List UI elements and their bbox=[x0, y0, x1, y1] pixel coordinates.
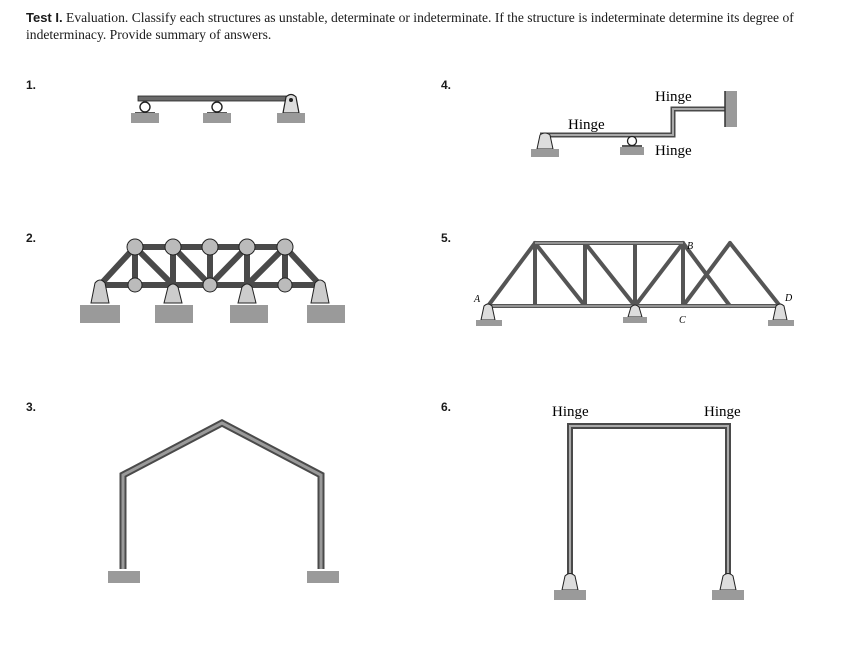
problem-number-1: 1. bbox=[26, 78, 37, 92]
frame-members bbox=[570, 426, 728, 578]
hinge-label: Hinge bbox=[568, 117, 605, 133]
fixed-base bbox=[307, 571, 339, 583]
truss-ground bbox=[80, 305, 345, 323]
point-label-d: D bbox=[785, 293, 793, 304]
figure-4-hinged-beam bbox=[525, 83, 755, 168]
figure-3-gable-frame bbox=[100, 415, 350, 590]
hinge-label: Hinge bbox=[655, 143, 692, 159]
problem-number-6: 6. bbox=[441, 400, 452, 414]
figure-6-portal-frame bbox=[540, 398, 770, 608]
point-label-a: A bbox=[474, 294, 481, 305]
point-label-c: C bbox=[679, 315, 686, 326]
roller-support bbox=[620, 137, 644, 156]
point-label-b: B bbox=[687, 241, 694, 252]
truss-members bbox=[488, 243, 780, 306]
figure-1-beam bbox=[120, 85, 320, 130]
roller-support bbox=[131, 102, 159, 123]
instructions-text: Evaluation. Classify each structures as unstable, determinate or indeterminate. If the structure is indeterminate determine its degree of indeterminacy. Provide summary of answers. bbox=[26, 10, 794, 42]
hinge-label: Hinge bbox=[552, 404, 589, 420]
figure-5-truss bbox=[470, 233, 800, 333]
problem-number-5: 5. bbox=[441, 231, 452, 245]
test-label: Test I. bbox=[26, 10, 63, 25]
problem-number-4: 4. bbox=[441, 78, 452, 92]
fixed-wall bbox=[725, 91, 737, 127]
frame-members bbox=[123, 423, 321, 569]
instructions bbox=[26, 9, 826, 43]
figure-2-truss bbox=[75, 235, 355, 330]
hinge-label: Hinge bbox=[655, 89, 692, 105]
problem-number-2: 2. bbox=[26, 231, 37, 245]
roller-support bbox=[203, 102, 231, 123]
hinge-label: Hinge bbox=[704, 404, 741, 420]
pin-support bbox=[554, 574, 586, 601]
fixed-base bbox=[108, 571, 140, 583]
problem-number-3: 3. bbox=[26, 400, 37, 414]
pin-support bbox=[712, 574, 744, 601]
beam bbox=[138, 96, 294, 101]
